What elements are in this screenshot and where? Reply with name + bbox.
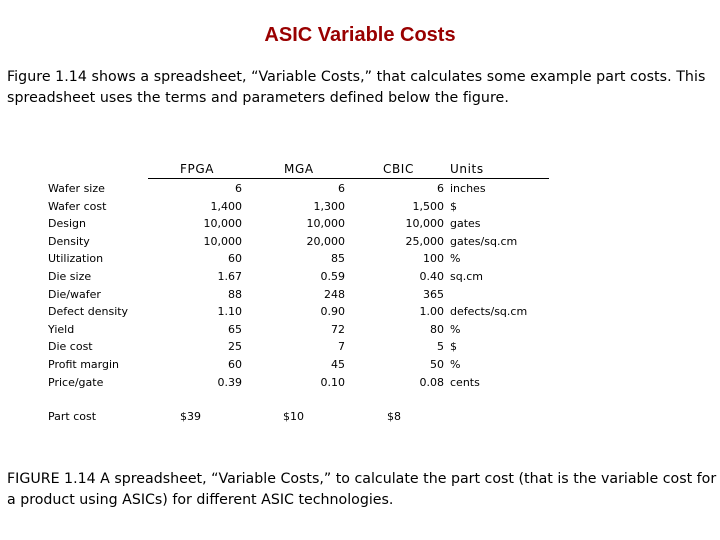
table-cell: 5 [437, 340, 444, 353]
table-cell: 0.59 [320, 270, 345, 283]
row-unit: gates/sq.cm [450, 235, 518, 248]
table-cell: 248 [324, 288, 345, 301]
row-unit: defects/sq.cm [450, 305, 528, 318]
row-label: Yield [48, 323, 75, 336]
table-cell: 10,000 [203, 235, 242, 248]
row-label: Die/wafer [48, 288, 101, 301]
table-cell: 0.90 [320, 305, 345, 318]
caption-line-1: FIGURE 1.14 A spreadsheet, “Variable Costs,” to calculate the part cost (that is the variable cost for [7, 471, 717, 487]
row-label: Profit margin [48, 358, 119, 371]
row-label: Wafer size [48, 182, 105, 195]
row-unit: cents [450, 376, 480, 389]
row-label: Utilization [48, 252, 104, 265]
table-cell: 65 [228, 323, 242, 336]
row-label: Wafer cost [48, 200, 107, 213]
table-cell: 1.10 [217, 305, 242, 318]
column-header-units: Units [450, 162, 484, 176]
caption-line-2: a product using ASICs) for different ASIC technologies. [7, 492, 394, 508]
table-cell: 80 [430, 323, 444, 336]
table-cell: 0.08 [419, 376, 444, 389]
table-cell: 25 [228, 340, 242, 353]
row-unit: $ [450, 200, 457, 213]
table-cell: 0.39 [217, 376, 242, 389]
table-cell: 1,500 [412, 200, 444, 213]
table-cell: 1,300 [313, 200, 345, 213]
table-cell: 10,000 [203, 217, 242, 230]
page-title: ASIC Variable Costs [264, 24, 456, 46]
table-cell: 6 [235, 182, 242, 195]
table-cell: 7 [338, 340, 345, 353]
table-cell: 1.00 [419, 305, 444, 318]
column-header-cbic: CBIC [383, 162, 414, 176]
table-cell: 50 [430, 358, 444, 371]
column-header-mga: MGA [284, 162, 314, 176]
column-header-fpga: FPGA [180, 162, 215, 176]
row-label: Density [48, 235, 90, 248]
table-cell: 60 [228, 252, 242, 265]
table-cell: 88 [228, 288, 242, 301]
row-unit: $ [450, 340, 457, 353]
table-cell: 1.67 [217, 270, 242, 283]
header-rule [148, 178, 549, 179]
table-cell: 25,000 [405, 235, 444, 248]
row-label: Defect density [48, 305, 129, 318]
part-cost-fpga: $39 [180, 410, 201, 423]
table-cell: 1,400 [210, 200, 242, 213]
row-unit: % [450, 323, 461, 336]
table-cell: 60 [228, 358, 242, 371]
table-cell: 365 [423, 288, 444, 301]
part-cost-label: Part cost [48, 410, 97, 423]
row-unit: % [450, 358, 461, 371]
row-unit: gates [450, 217, 481, 230]
part-cost-cbic: $8 [387, 410, 401, 423]
row-unit: sq.cm [450, 270, 483, 283]
table-cell: 20,000 [306, 235, 345, 248]
row-label: Price/gate [48, 376, 104, 389]
table-cell: 0.10 [320, 376, 345, 389]
figure-caption [7, 469, 720, 511]
intro-paragraph: Figure 1.14 shows a spreadsheet, “Variable Costs,” that calculates some example part costs. This spreadsheet uses the terms and parameters defined below the figure. [7, 69, 706, 106]
table-cell: 6 [437, 182, 444, 195]
table-cell: 10,000 [405, 217, 444, 230]
row-unit: inches [450, 182, 486, 195]
table-cell: 10,000 [306, 217, 345, 230]
table-cell: 6 [338, 182, 345, 195]
table-cell: 85 [331, 252, 345, 265]
table-cell: 100 [423, 252, 444, 265]
table-cell: 0.40 [419, 270, 444, 283]
row-label: Die cost [48, 340, 93, 353]
row-unit: % [450, 252, 461, 265]
part-cost-mga: $10 [283, 410, 304, 423]
table-cell: 45 [331, 358, 345, 371]
row-label: Design [48, 217, 86, 230]
table-cell: 72 [331, 323, 345, 336]
row-label: Die size [48, 270, 92, 283]
